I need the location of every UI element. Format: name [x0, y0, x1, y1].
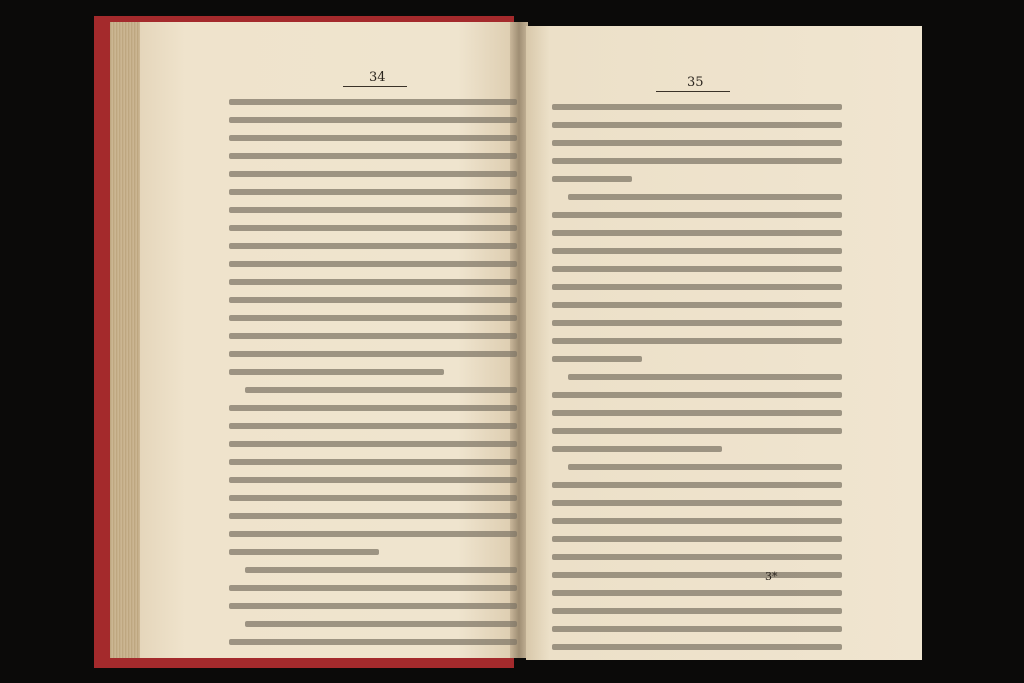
left-page-text	[229, 99, 517, 657]
right-header-rule	[656, 91, 730, 92]
right-page-text	[552, 104, 842, 662]
signature-mark: 3*	[765, 570, 778, 583]
left-header-rule	[343, 86, 407, 87]
right-page-number: 35	[687, 75, 704, 90]
left-page-number: 34	[369, 70, 386, 85]
